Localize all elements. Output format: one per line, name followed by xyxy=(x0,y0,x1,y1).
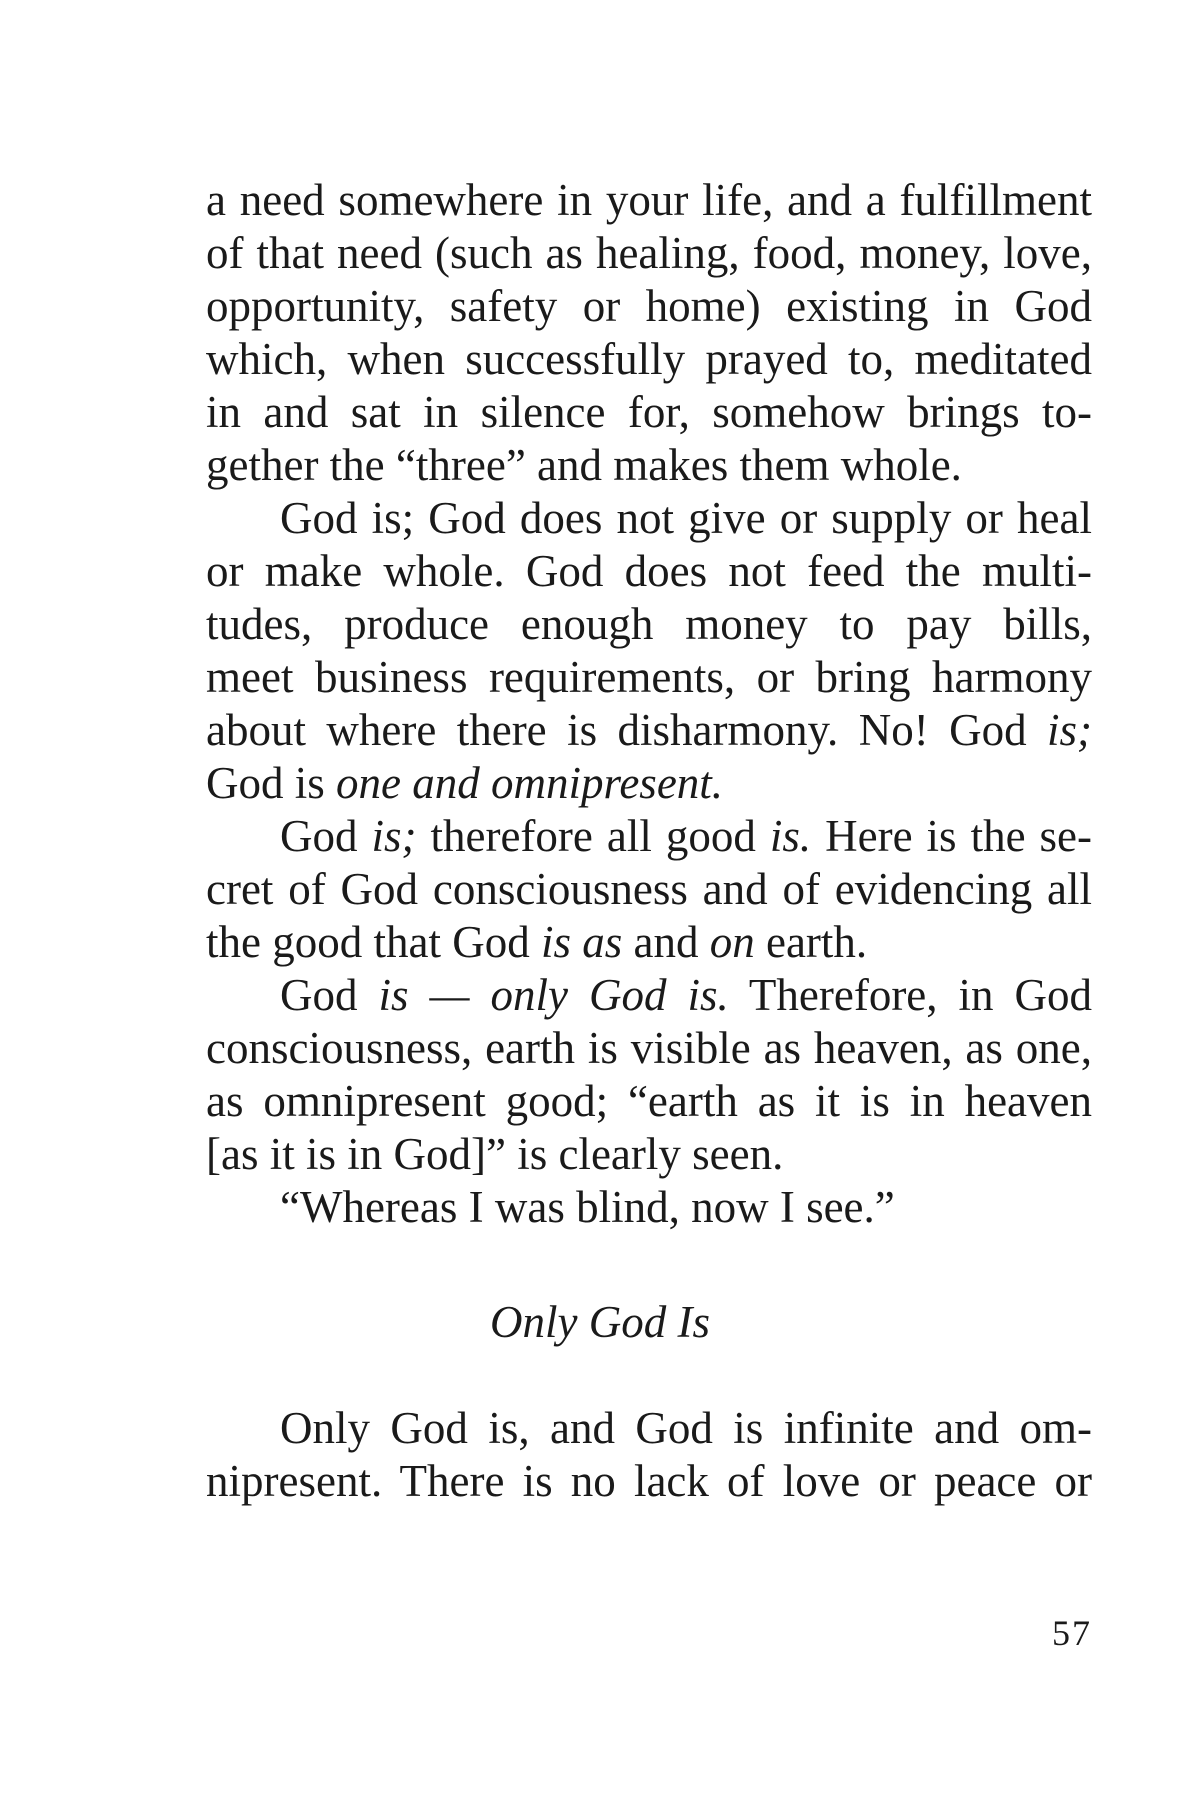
text-run: a need somewhere in your life, and a fulfillment xyxy=(206,175,1092,225)
text-run: consciousness, earth is visible as heaven, as one, xyxy=(206,1023,1092,1073)
italic-text: is; xyxy=(371,811,417,861)
paragraph-3 xyxy=(206,810,1092,969)
text-run: about where there is disharmony. No! God xyxy=(206,705,1047,755)
text-run: opportunity, safety or home) existing in God xyxy=(206,281,1092,331)
text-run: Here is the se- xyxy=(811,811,1093,861)
text-run: God is; God does not give or supply or heal xyxy=(280,493,1092,543)
paragraph-1 xyxy=(206,174,1092,492)
text-line xyxy=(206,863,1092,916)
text-run: or make whole. God does not feed the multi- xyxy=(206,546,1092,596)
text-run: Only God is, and God is infinite and om- xyxy=(280,1403,1092,1453)
text-line xyxy=(206,492,1092,545)
italic-text: on xyxy=(709,917,755,967)
body-text-lower xyxy=(206,1402,1092,1508)
text-run: God xyxy=(280,811,372,861)
text-line xyxy=(206,651,1092,704)
text-run: earth. xyxy=(754,917,868,967)
text-line xyxy=(206,1022,1092,1075)
text-run: gether the “three” and makes them whole. xyxy=(206,440,962,490)
text-line xyxy=(206,386,1092,439)
text-line xyxy=(206,439,1092,492)
text-run: therefore all good xyxy=(416,811,770,861)
text-run: as omnipresent good; “earth as it is in heaven xyxy=(206,1076,1092,1126)
text-line xyxy=(206,1128,1092,1181)
text-line xyxy=(206,969,1092,1022)
text-line xyxy=(206,174,1092,227)
text-run: nipresent. There is no lack of love or peace or xyxy=(206,1456,1092,1506)
text-line xyxy=(206,598,1092,651)
text-run: [as it is in God]” is clearly seen. xyxy=(206,1129,784,1179)
text-run: Therefore, in God xyxy=(728,970,1093,1020)
page-number: 57 xyxy=(1052,1613,1092,1653)
italic-text: is — only God is. xyxy=(378,970,729,1020)
text-line xyxy=(206,916,1092,969)
text-run: meet business requirements, or bring harmony xyxy=(206,652,1092,702)
text-line xyxy=(206,1402,1092,1455)
text-run: God is xyxy=(206,758,337,808)
text-line xyxy=(206,1181,1092,1234)
italic-text: one and omnipresent. xyxy=(336,758,724,808)
section-heading: Only God Is xyxy=(490,1297,710,1347)
text-line xyxy=(206,704,1092,757)
text-run: the good that God xyxy=(206,917,541,967)
text-run: “Whereas I was blind, now I see.” xyxy=(280,1182,895,1232)
text-line xyxy=(206,227,1092,280)
paragraph-6 xyxy=(206,1402,1092,1508)
paragraph-2 xyxy=(206,492,1092,810)
text-line xyxy=(206,545,1092,598)
text-run: in and sat in silence for, somehow brings to- xyxy=(206,387,1092,437)
text-line xyxy=(206,810,1092,863)
text-line xyxy=(206,757,1092,810)
text-run: which, when successfully prayed to, meditated xyxy=(206,334,1092,384)
text-line xyxy=(206,280,1092,333)
paragraph-4 xyxy=(206,969,1092,1181)
body-text-upper xyxy=(206,174,1092,1234)
text-line xyxy=(206,1075,1092,1128)
text-run: and xyxy=(622,917,710,967)
italic-text: is. xyxy=(769,811,812,861)
text-line xyxy=(206,1455,1092,1508)
text-run: of that need (such as healing, food, money, love, xyxy=(206,228,1092,278)
text-line xyxy=(206,333,1092,386)
text-run: God xyxy=(280,970,379,1020)
italic-text: is; xyxy=(1047,705,1092,755)
italic-text: is as xyxy=(540,917,623,967)
text-run: tudes, produce enough money to pay bills, xyxy=(206,599,1092,649)
paragraph-5 xyxy=(206,1181,1092,1234)
text-run: cret of God consciousness and of evidencing all xyxy=(206,864,1092,914)
